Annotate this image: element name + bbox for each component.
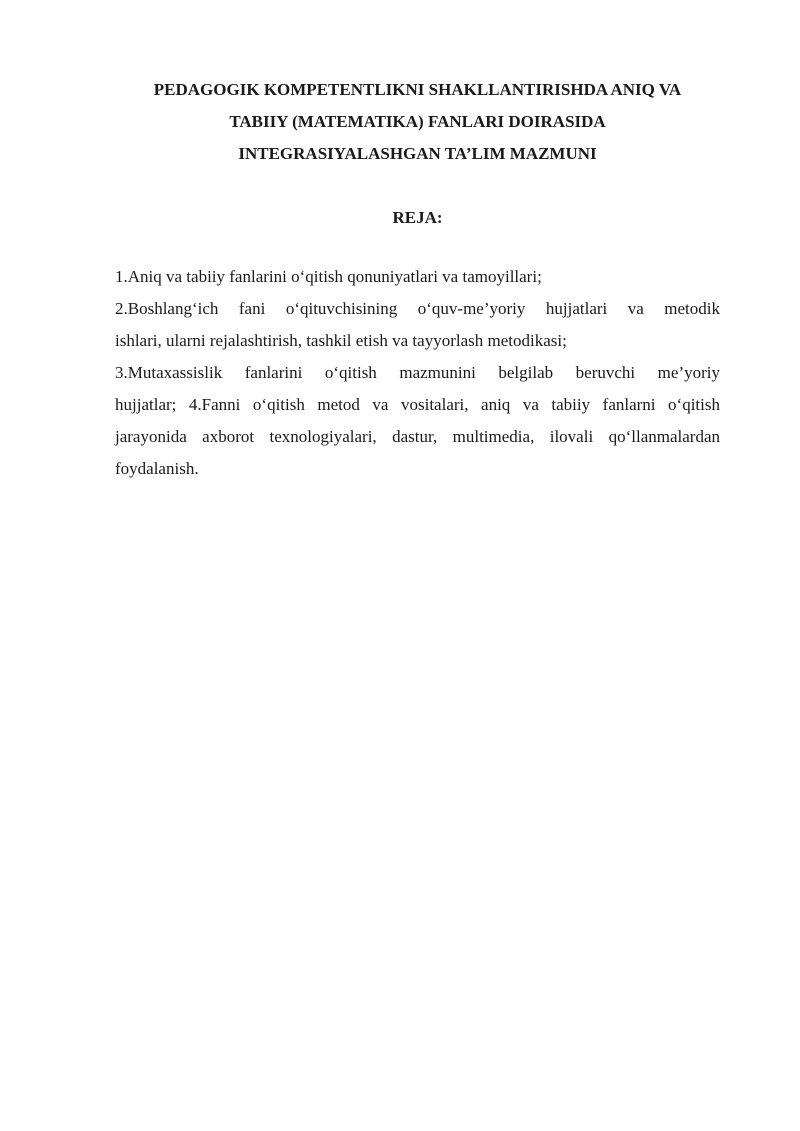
plan-line-7: foydalanish. [115,459,199,478]
plan-line-2: 2.Boshlang‘ich fani o‘qituvchisining o‘quv-me’yoriy hujjatlari va metodik [115,299,720,318]
plan-line-6: jarayonida axborot texnologiyalari, dastur, multimedia, ilovali qo‘llanmalardan [115,427,720,446]
plan-line-4: 3.Mutaxassislik fanlarini o‘qitish mazmunini belgilab beruvchi me’yoriy [115,363,720,382]
plan-list [115,261,720,485]
title-line-1: PEDAGOGIK KOMPETENTLIKNI SHAKLLANTIRISHDA ANIQ VA [153,80,682,99]
title-line-2: TABIIY (MATEMATIKA) FANLARI DOIRASIDA [229,112,606,131]
plan-line-1: 1.Aniq va tabiiy fanlarini o‘qitish qonuniyatlari va tamoyillari; [115,267,542,286]
plan-line-5: hujjatlar; 4.Fanni o‘qitish metod va vositalari, aniq va tabiiy fanlarni o‘qitish [115,395,720,414]
title-line-3: INTEGRASIYALASHGAN TA’LIM MAZMUNI [238,144,597,163]
document-title [115,74,720,170]
plan-line-3: ishlari, ularni rejalashtirish, tashkil etish va tayyorlash metodikasi; [115,331,567,350]
plan-heading: REJA: [392,208,443,227]
